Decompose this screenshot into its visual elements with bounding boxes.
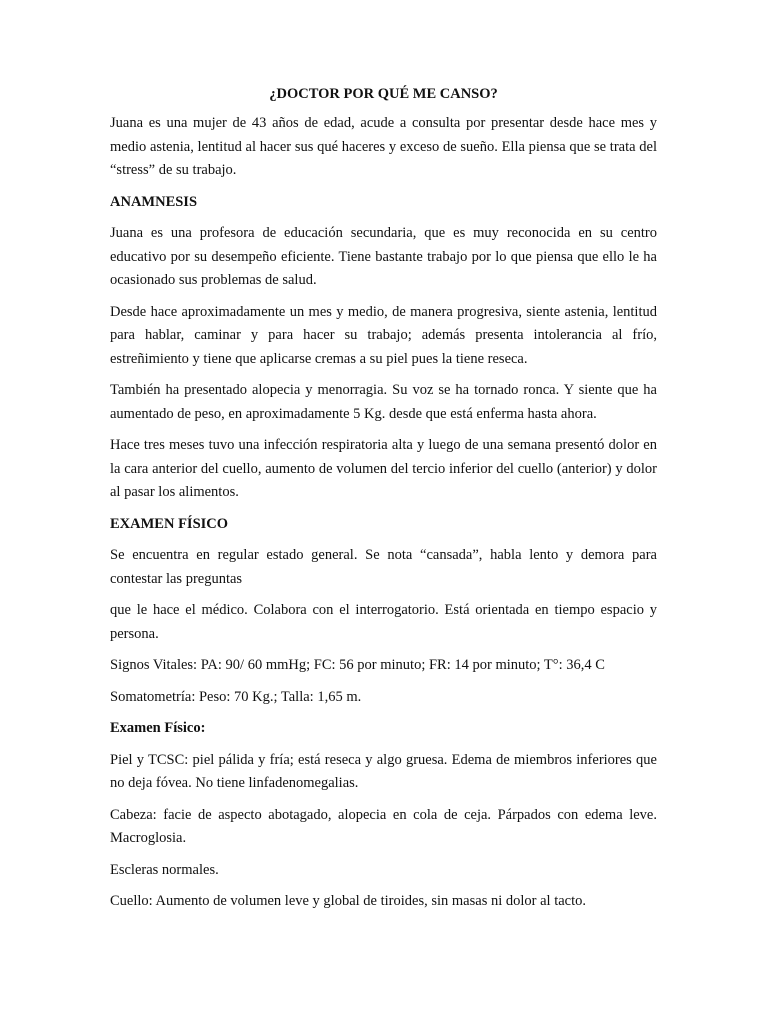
exam-paragraph-2: que le hace el médico. Colabora con el interrogatorio. Está orientada en tiempo espacio y persona.	[110, 602, 657, 642]
document-page	[110, 84, 657, 922]
skin-finding: Piel y TCSC: piel pálida y fría; está reseca y algo gruesa. Edema de miembros inferiores que no deja fóvea. No tiene linfadenomegalias.	[110, 751, 657, 791]
anamnesis-paragraph-4: Hace tres meses tuvo una infección respiratoria alta y luego de una semana presentó dolor en la cara anterior del cuello, aumento de volumen del tercio inferior del cuello (anterior) y dolor al pasar los alimentos.	[110, 437, 657, 500]
anamnesis-paragraph-2: Desde hace aproximadamente un mes y medio, de manera progresiva, siente astenia, lentitud para hablar, caminar y para hacer su trabajo; además presenta intolerancia al frío, estreñimiento y tiene que aplicarse cremas a su piel pues la tiene reseca.	[110, 303, 657, 367]
anamnesis-paragraph-1: Juana es una profesora de educación secundaria, que es muy reconocida en su centro educativo por su desempeño eficiente. Tiene bastante trabajo por lo que piensa que ello le ha ocasionado sus problemas de salud.	[110, 225, 657, 288]
anamnesis-paragraph-3: También ha presentado alopecia y menorragia. Su voz se ha tornado ronca. Y siente que ha aumentado de peso, en aproximadamente 5 Kg. desde que está enferma hasta ahora.	[110, 382, 657, 422]
vital-signs: Signos Vitales: PA: 90/ 60 mmHg; FC: 56 por minuto; FR: 14 por minuto; T°: 36,4 C	[110, 657, 605, 673]
somatometry: Somatometría: Peso: 70 Kg.; Talla: 1,65 m.	[110, 688, 362, 705]
neck-finding: Cuello: Aumento de volumen leve y global de tiroides, sin masas ni dolor al tacto.	[110, 893, 586, 909]
sclera-finding: Escleras normales.	[110, 861, 219, 878]
exam-subheading: Examen Físico:	[110, 720, 206, 736]
head-finding: Cabeza: facie de aspecto abotagado, alopecia en cola de ceja. Párpados con edema leve. Macroglosia.	[110, 806, 657, 846]
exam-heading: EXAMEN FÍSICO	[110, 515, 229, 532]
intro-paragraph: Juana es una mujer de 43 años de edad, acude a consulta por presentar desde hace mes y medio astenia, lentitud al hacer sus qué haceres y exceso de sueño. Ella piensa que se trata del “stress” de su trabajo.	[110, 115, 657, 178]
exam-paragraph-1: Se encuentra en regular estado general. Se nota “cansada”, habla lento y demora para contestar las preguntas	[110, 547, 657, 587]
anamnesis-heading: ANAMNESIS	[110, 193, 198, 210]
document-title: ¿DOCTOR POR QUÉ ME CANSO?	[269, 86, 498, 102]
